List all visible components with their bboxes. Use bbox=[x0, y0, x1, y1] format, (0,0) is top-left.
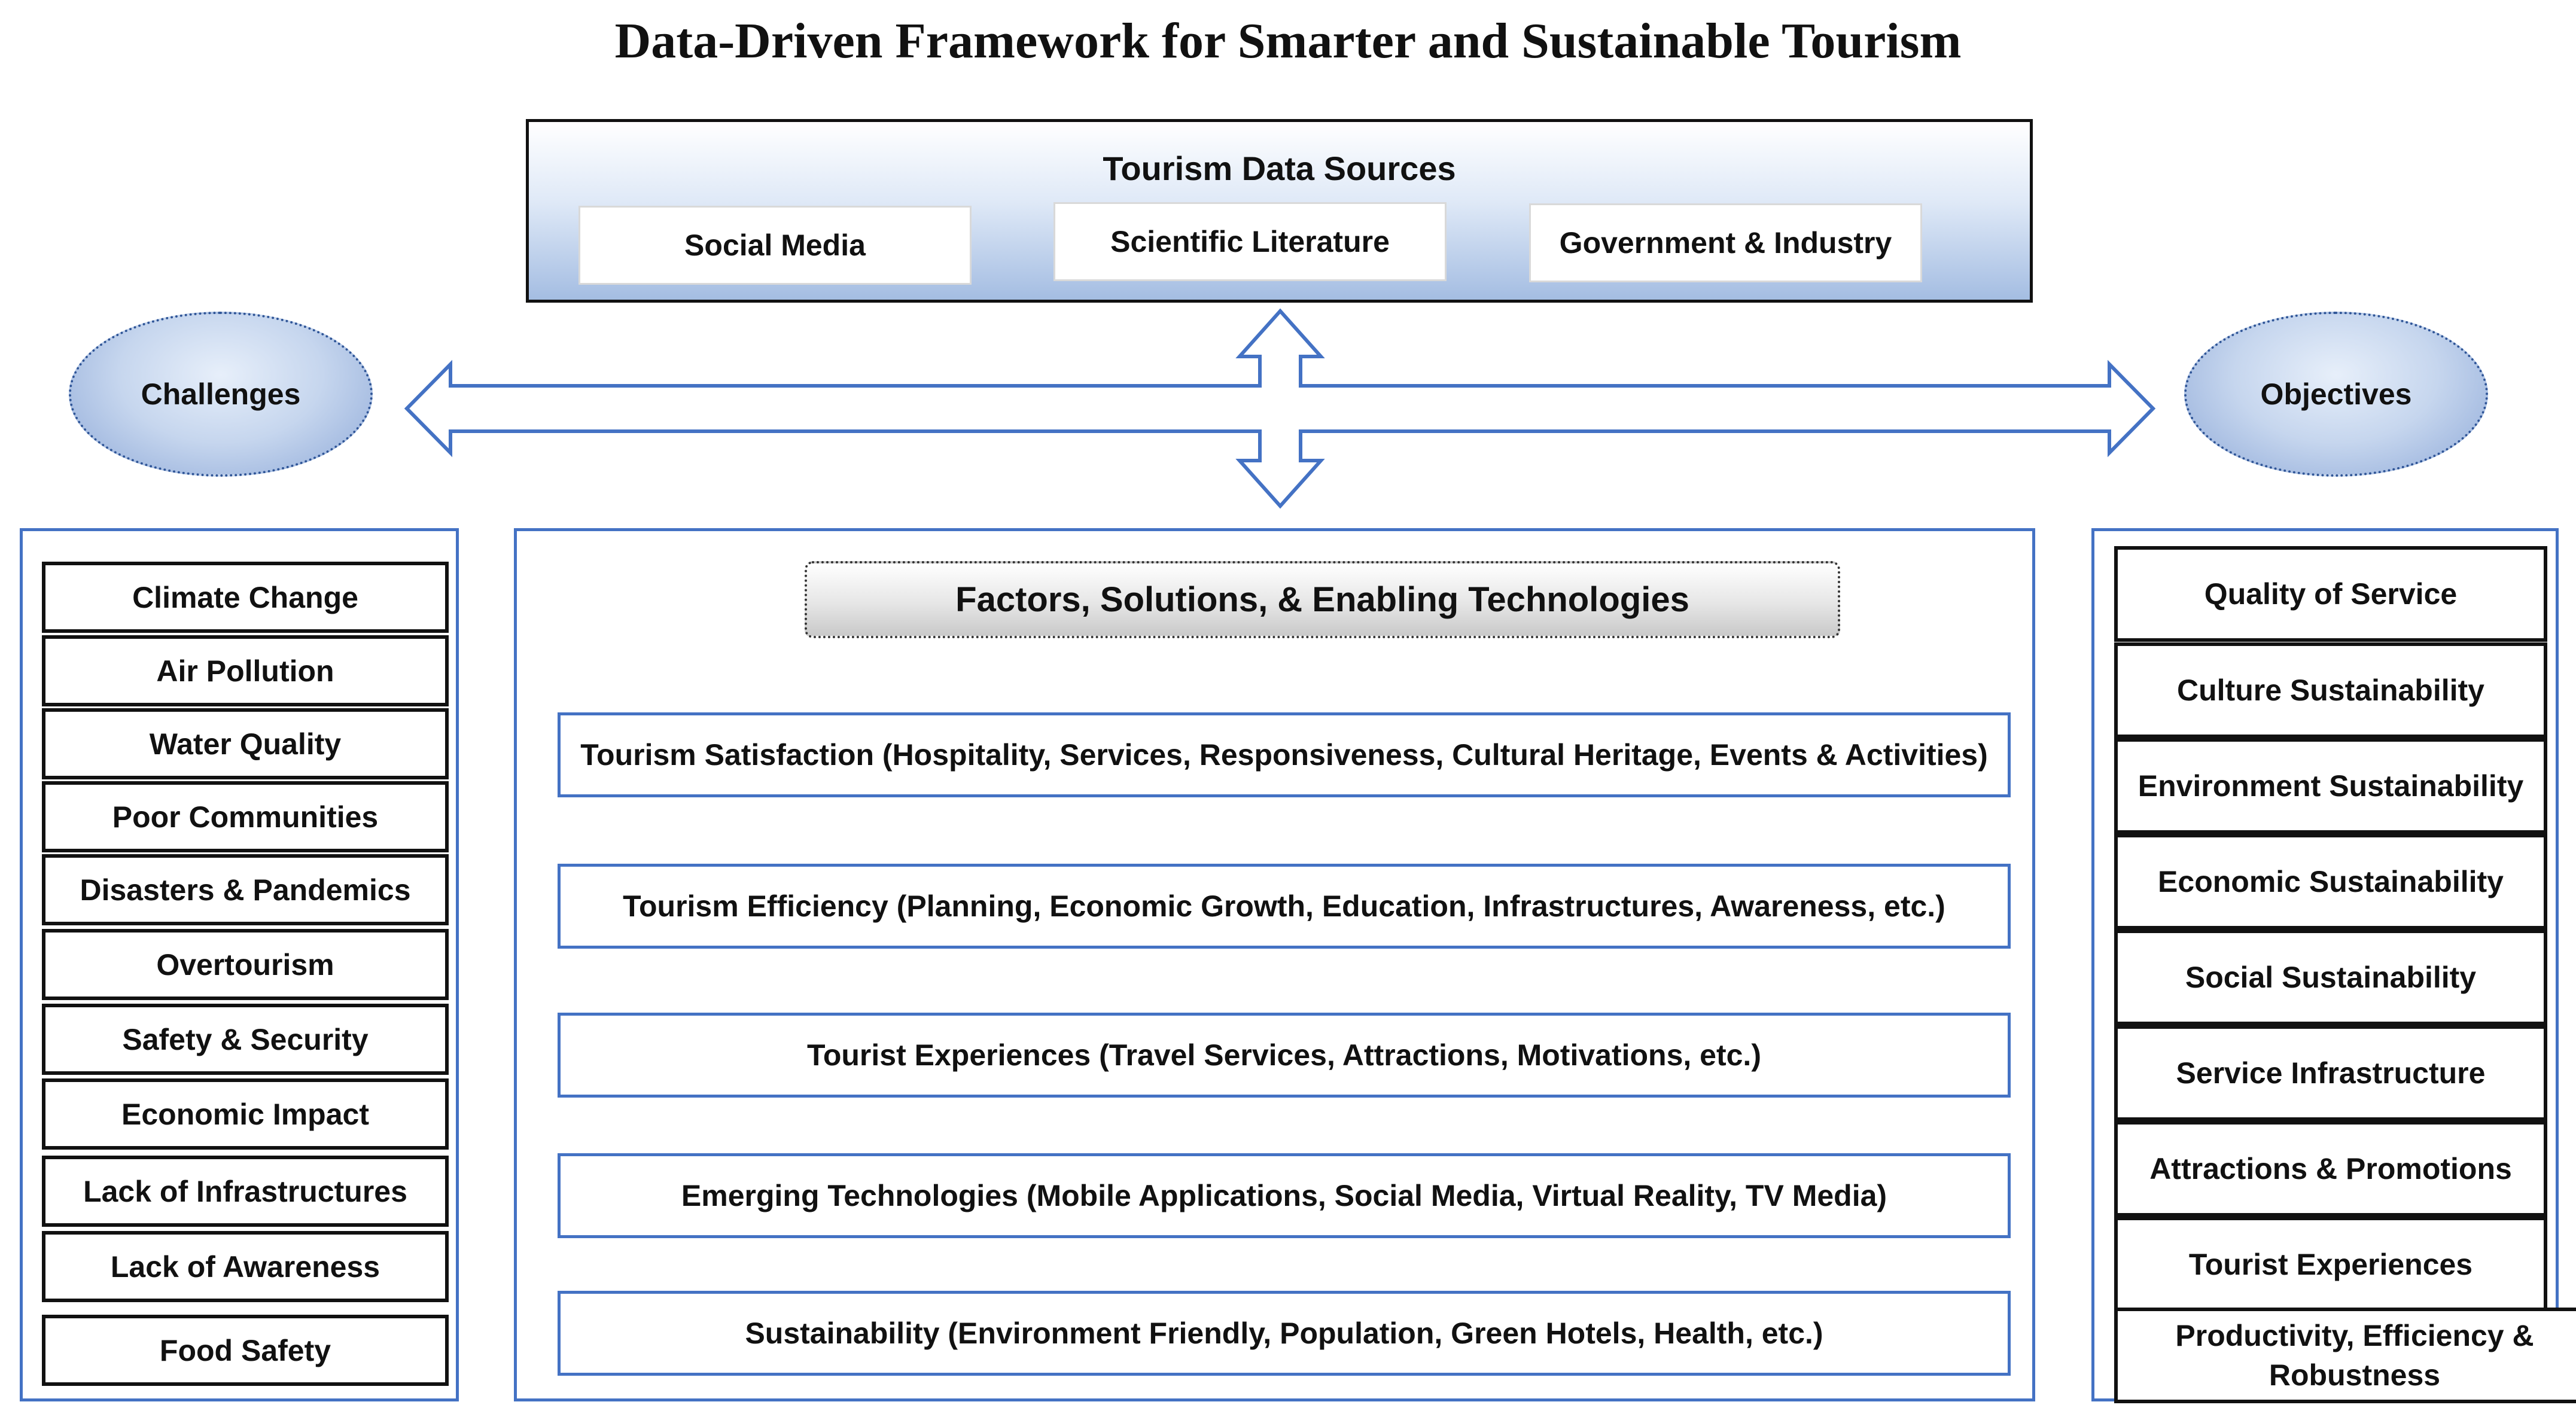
objective-item: Social Sustainability bbox=[2114, 930, 2547, 1025]
challenge-item: Poor Communities bbox=[42, 781, 449, 852]
challenge-item: Water Quality bbox=[42, 708, 449, 779]
factor-item: Sustainability (Environment Friendly, Population, Green Hotels, Health, etc.) bbox=[558, 1291, 2011, 1376]
challenge-item: Lack of Infrastructures bbox=[42, 1156, 449, 1227]
factor-item: Tourism Satisfaction (Hospitality, Services, Responsiveness, Cultural Heritage, Events & Activities) bbox=[558, 712, 2011, 797]
challenges-ellipse-label: Challenges bbox=[141, 377, 301, 411]
objectives-ellipse-label: Objectives bbox=[2260, 377, 2412, 411]
objective-item: Productivity, Efficiency & Robustness bbox=[2114, 1308, 2576, 1403]
objective-item: Quality of Service bbox=[2114, 546, 2547, 642]
challenge-item: Food Safety bbox=[42, 1315, 449, 1386]
factor-item: Emerging Technologies (Mobile Applications, Social Media, Virtual Reality, TV Media) bbox=[558, 1153, 2011, 1238]
data-sources-panel bbox=[526, 119, 2033, 303]
objective-item: Culture Sustainability bbox=[2114, 642, 2547, 738]
source-scientific-literature: Scientific Literature bbox=[1053, 202, 1447, 281]
diagram-title: Data-Driven Framework for Smarter and Sustainable Tourism bbox=[614, 13, 1962, 69]
objective-item: Environment Sustainability bbox=[2114, 738, 2547, 834]
objective-item: Service Infrastructure bbox=[2114, 1025, 2547, 1121]
objective-item: Tourist Experiences bbox=[2114, 1217, 2547, 1312]
source-government-industry: Government & Industry bbox=[1529, 203, 1922, 282]
source-social-media: Social Media bbox=[578, 206, 972, 285]
objective-item: Economic Sustainability bbox=[2114, 834, 2547, 930]
challenge-item: Air Pollution bbox=[42, 635, 449, 706]
factor-item: Tourism Efficiency (Planning, Economic Growth, Education, Infrastructures, Awareness, etc.) bbox=[558, 864, 2011, 949]
factor-item: Tourist Experiences (Travel Services, Attractions, Motivations, etc.) bbox=[558, 1013, 2011, 1098]
challenge-item: Disasters & Pandemics bbox=[42, 854, 449, 925]
challenge-item: Climate Change bbox=[42, 562, 449, 633]
four-way-arrow-shape bbox=[407, 311, 2153, 506]
challenge-item: Lack of Awareness bbox=[42, 1231, 449, 1302]
objective-item: Attractions & Promotions bbox=[2114, 1121, 2547, 1217]
challenge-item: Overtourism bbox=[42, 929, 449, 1000]
objectives-panel bbox=[2091, 528, 2559, 1401]
data-sources-heading: Tourism Data Sources bbox=[1103, 150, 1456, 187]
objectives-ellipse bbox=[2184, 312, 2488, 477]
challenge-item: Economic Impact bbox=[42, 1078, 449, 1150]
challenges-ellipse bbox=[69, 312, 373, 477]
factors-panel bbox=[514, 528, 2035, 1401]
challenge-item: Safety & Security bbox=[42, 1004, 449, 1075]
factors-heading: Factors, Solutions, & Enabling Technologies bbox=[805, 561, 1840, 638]
challenges-panel bbox=[20, 528, 459, 1401]
